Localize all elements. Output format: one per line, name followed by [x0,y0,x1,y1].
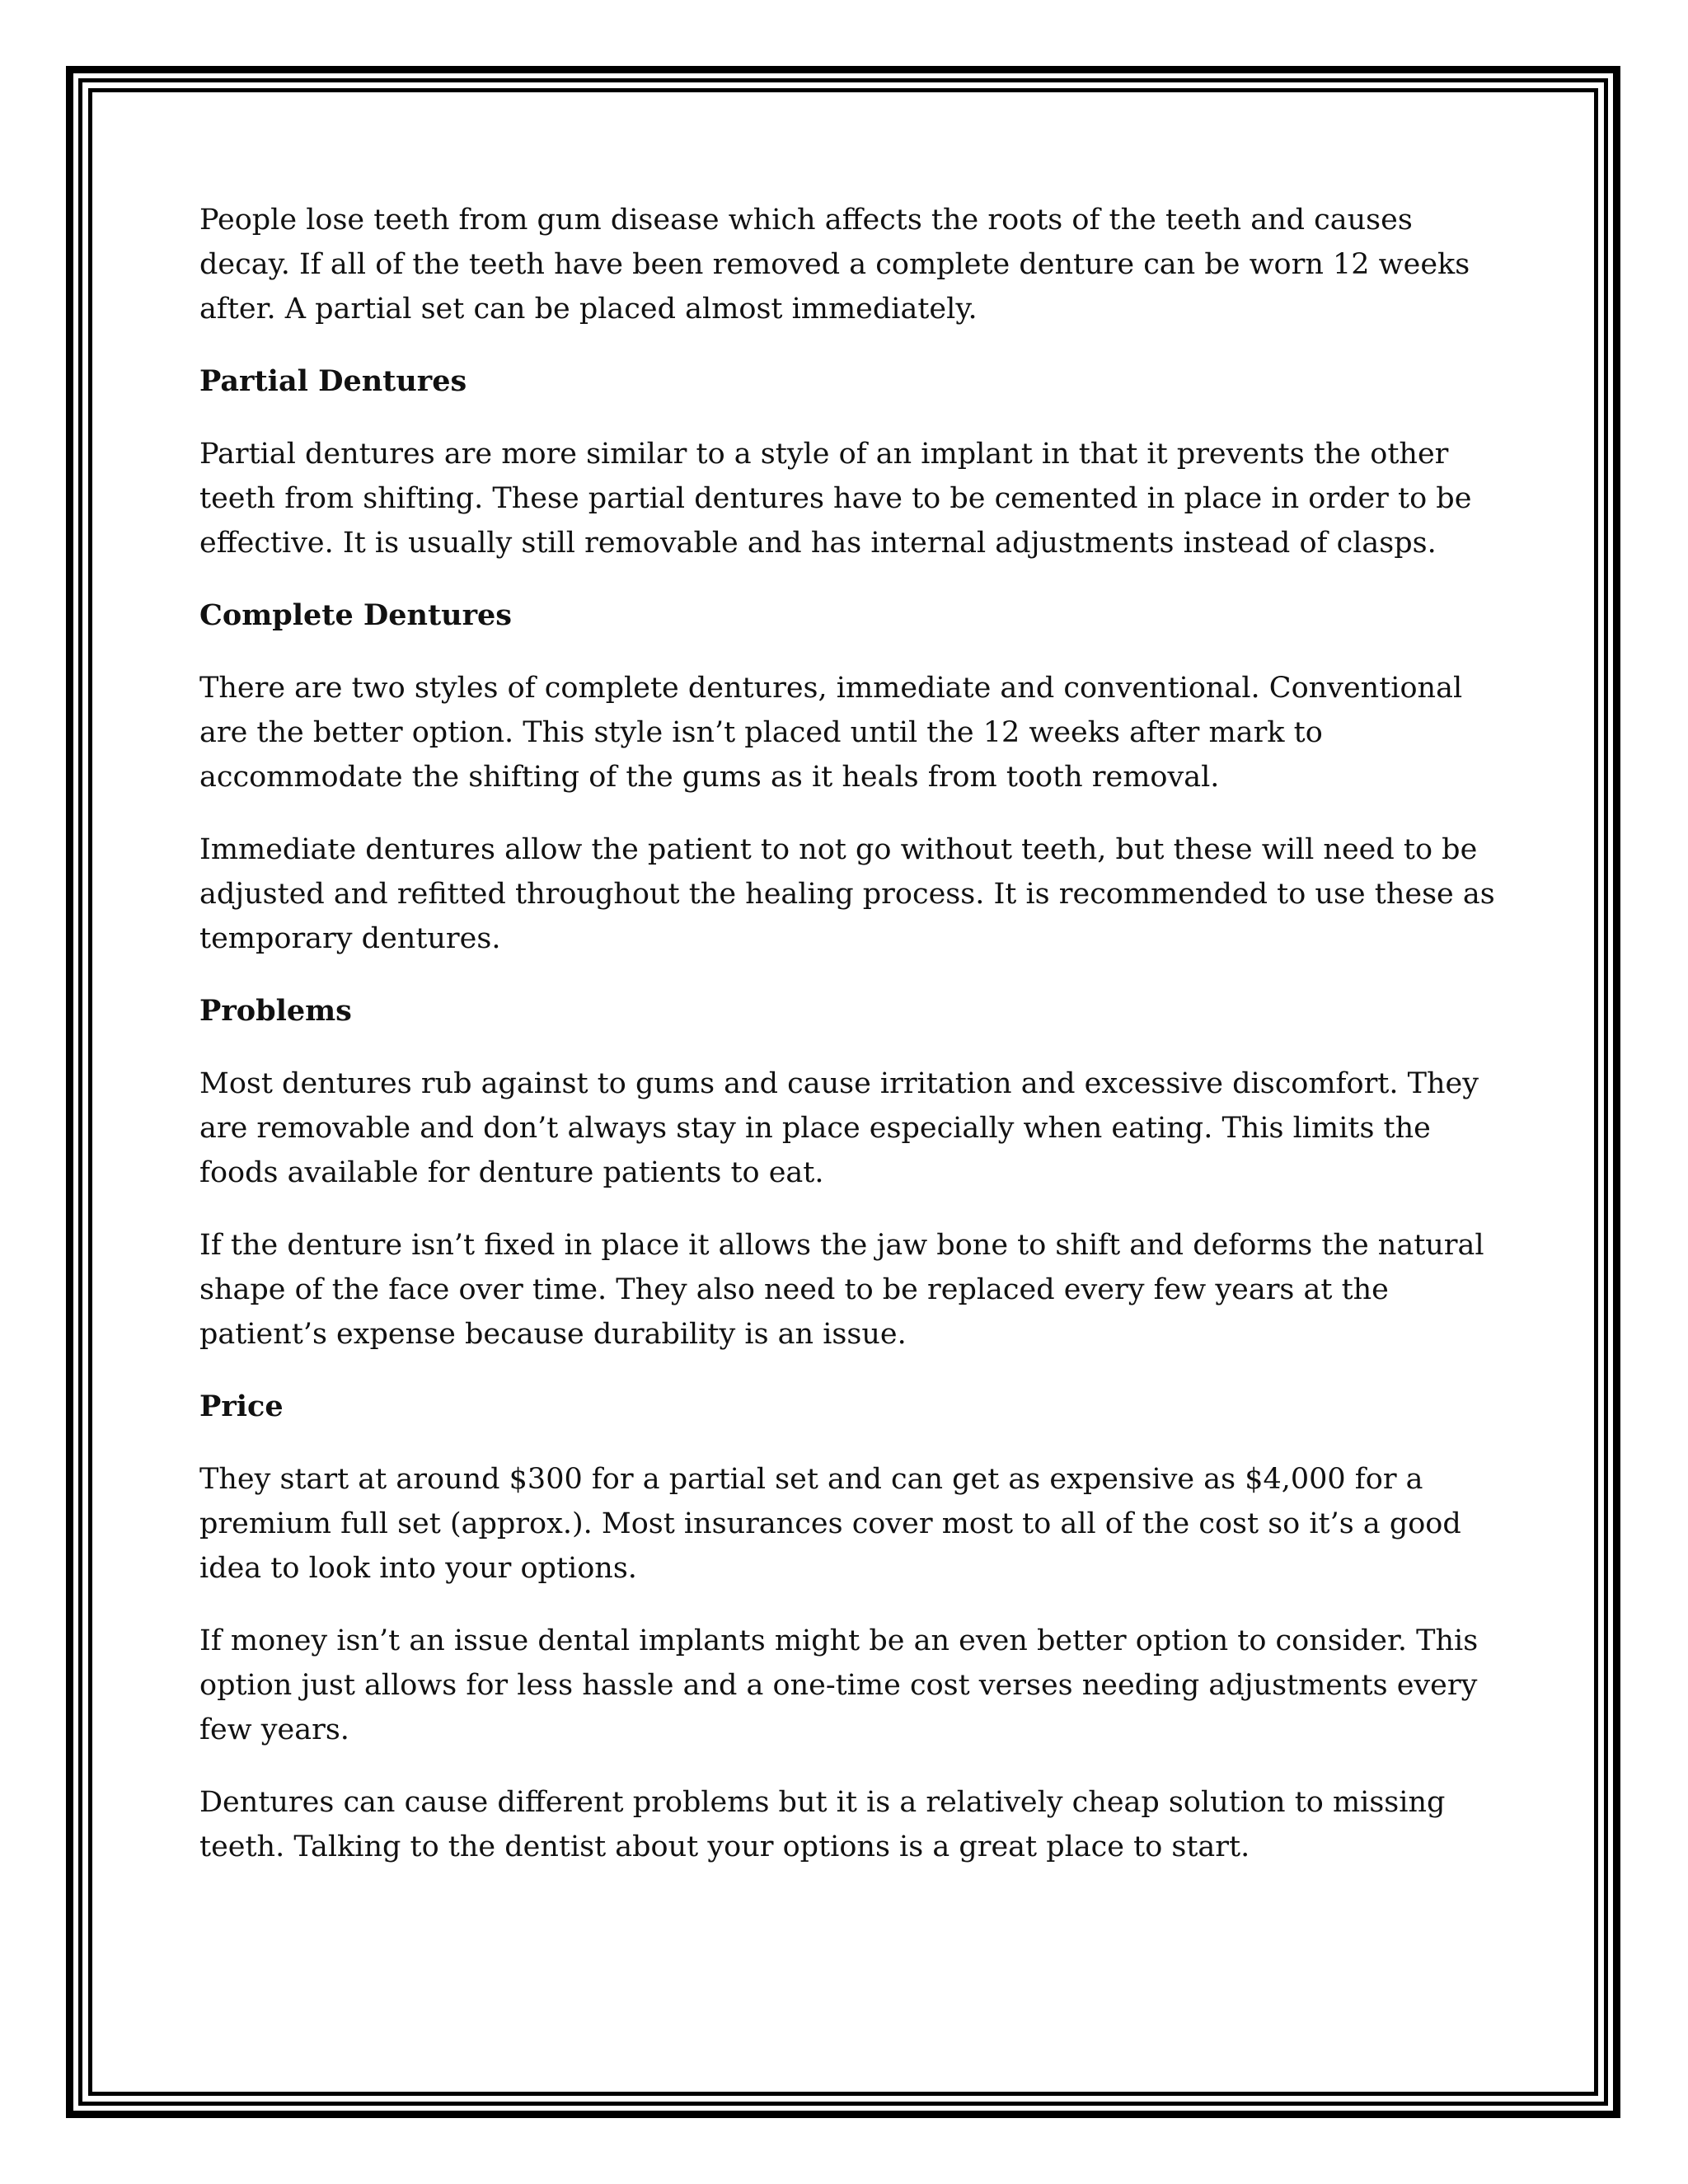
paragraph: If the denture isn’t fixed in place it allows the jaw bone to shift and deforms the natural shape of the face over time. They also need to be replaced every few years at the patient’s expense because durability is an issue. [199,1229,1484,1351]
document-body [199,198,1502,1897]
heading-problems: Problems [199,994,352,1028]
paragraph: Partial dentures are more similar to a style of an implant in that it prevents the other teeth from shifting. These partial dentures have to be cemented in place in order to be effective. It is usually still removable and has internal adjustments instead of clasps. [199,438,1472,560]
paragraph: There are two styles of complete dentures, immediate and conventional. Conventional are the better option. This style isn’t placed until the 12 weeks after mark to accommodate the shifting of the gums as it heals from tooth removal. [199,672,1463,794]
heading-complete-dentures: Complete Dentures [199,598,512,632]
heading-partial-dentures: Partial Dentures [199,364,467,398]
paragraph: Most dentures rub against to gums and cause irritation and excessive discomfort. They are removable and don’t always stay in place especially when eating. This limits the foods available for denture patients to eat. [199,1067,1479,1189]
paragraph: Dentures can cause different problems but it is a relatively cheap solution to missing teeth. Talking to the dentist about your options is a great place to start. [199,1786,1446,1863]
paragraph: They start at around $300 for a partial set and can get as expensive as $4,000 for a premium full set (approx.). Most insurances cover most to all of the cost so it’s a good idea to look into your options. [199,1463,1461,1585]
intro-paragraph: People lose teeth from gum disease which affects the roots of the teeth and causes decay. If all of the teeth have been removed a complete denture can be worn 12 weeks after. A partial set can be placed almost immediately. [199,204,1470,326]
paragraph: Immediate dentures allow the patient to not go without teeth, but these will need to be adjusted and refitted throughout the healing process. It is recommended to use these as temporary dentures. [199,833,1495,955]
paragraph: If money isn’t an issue dental implants might be an even better option to consider. This option just allows for less hassle and a one-time cost verses needing adjustments every few years. [199,1624,1479,1746]
heading-price: Price [199,1390,284,1423]
